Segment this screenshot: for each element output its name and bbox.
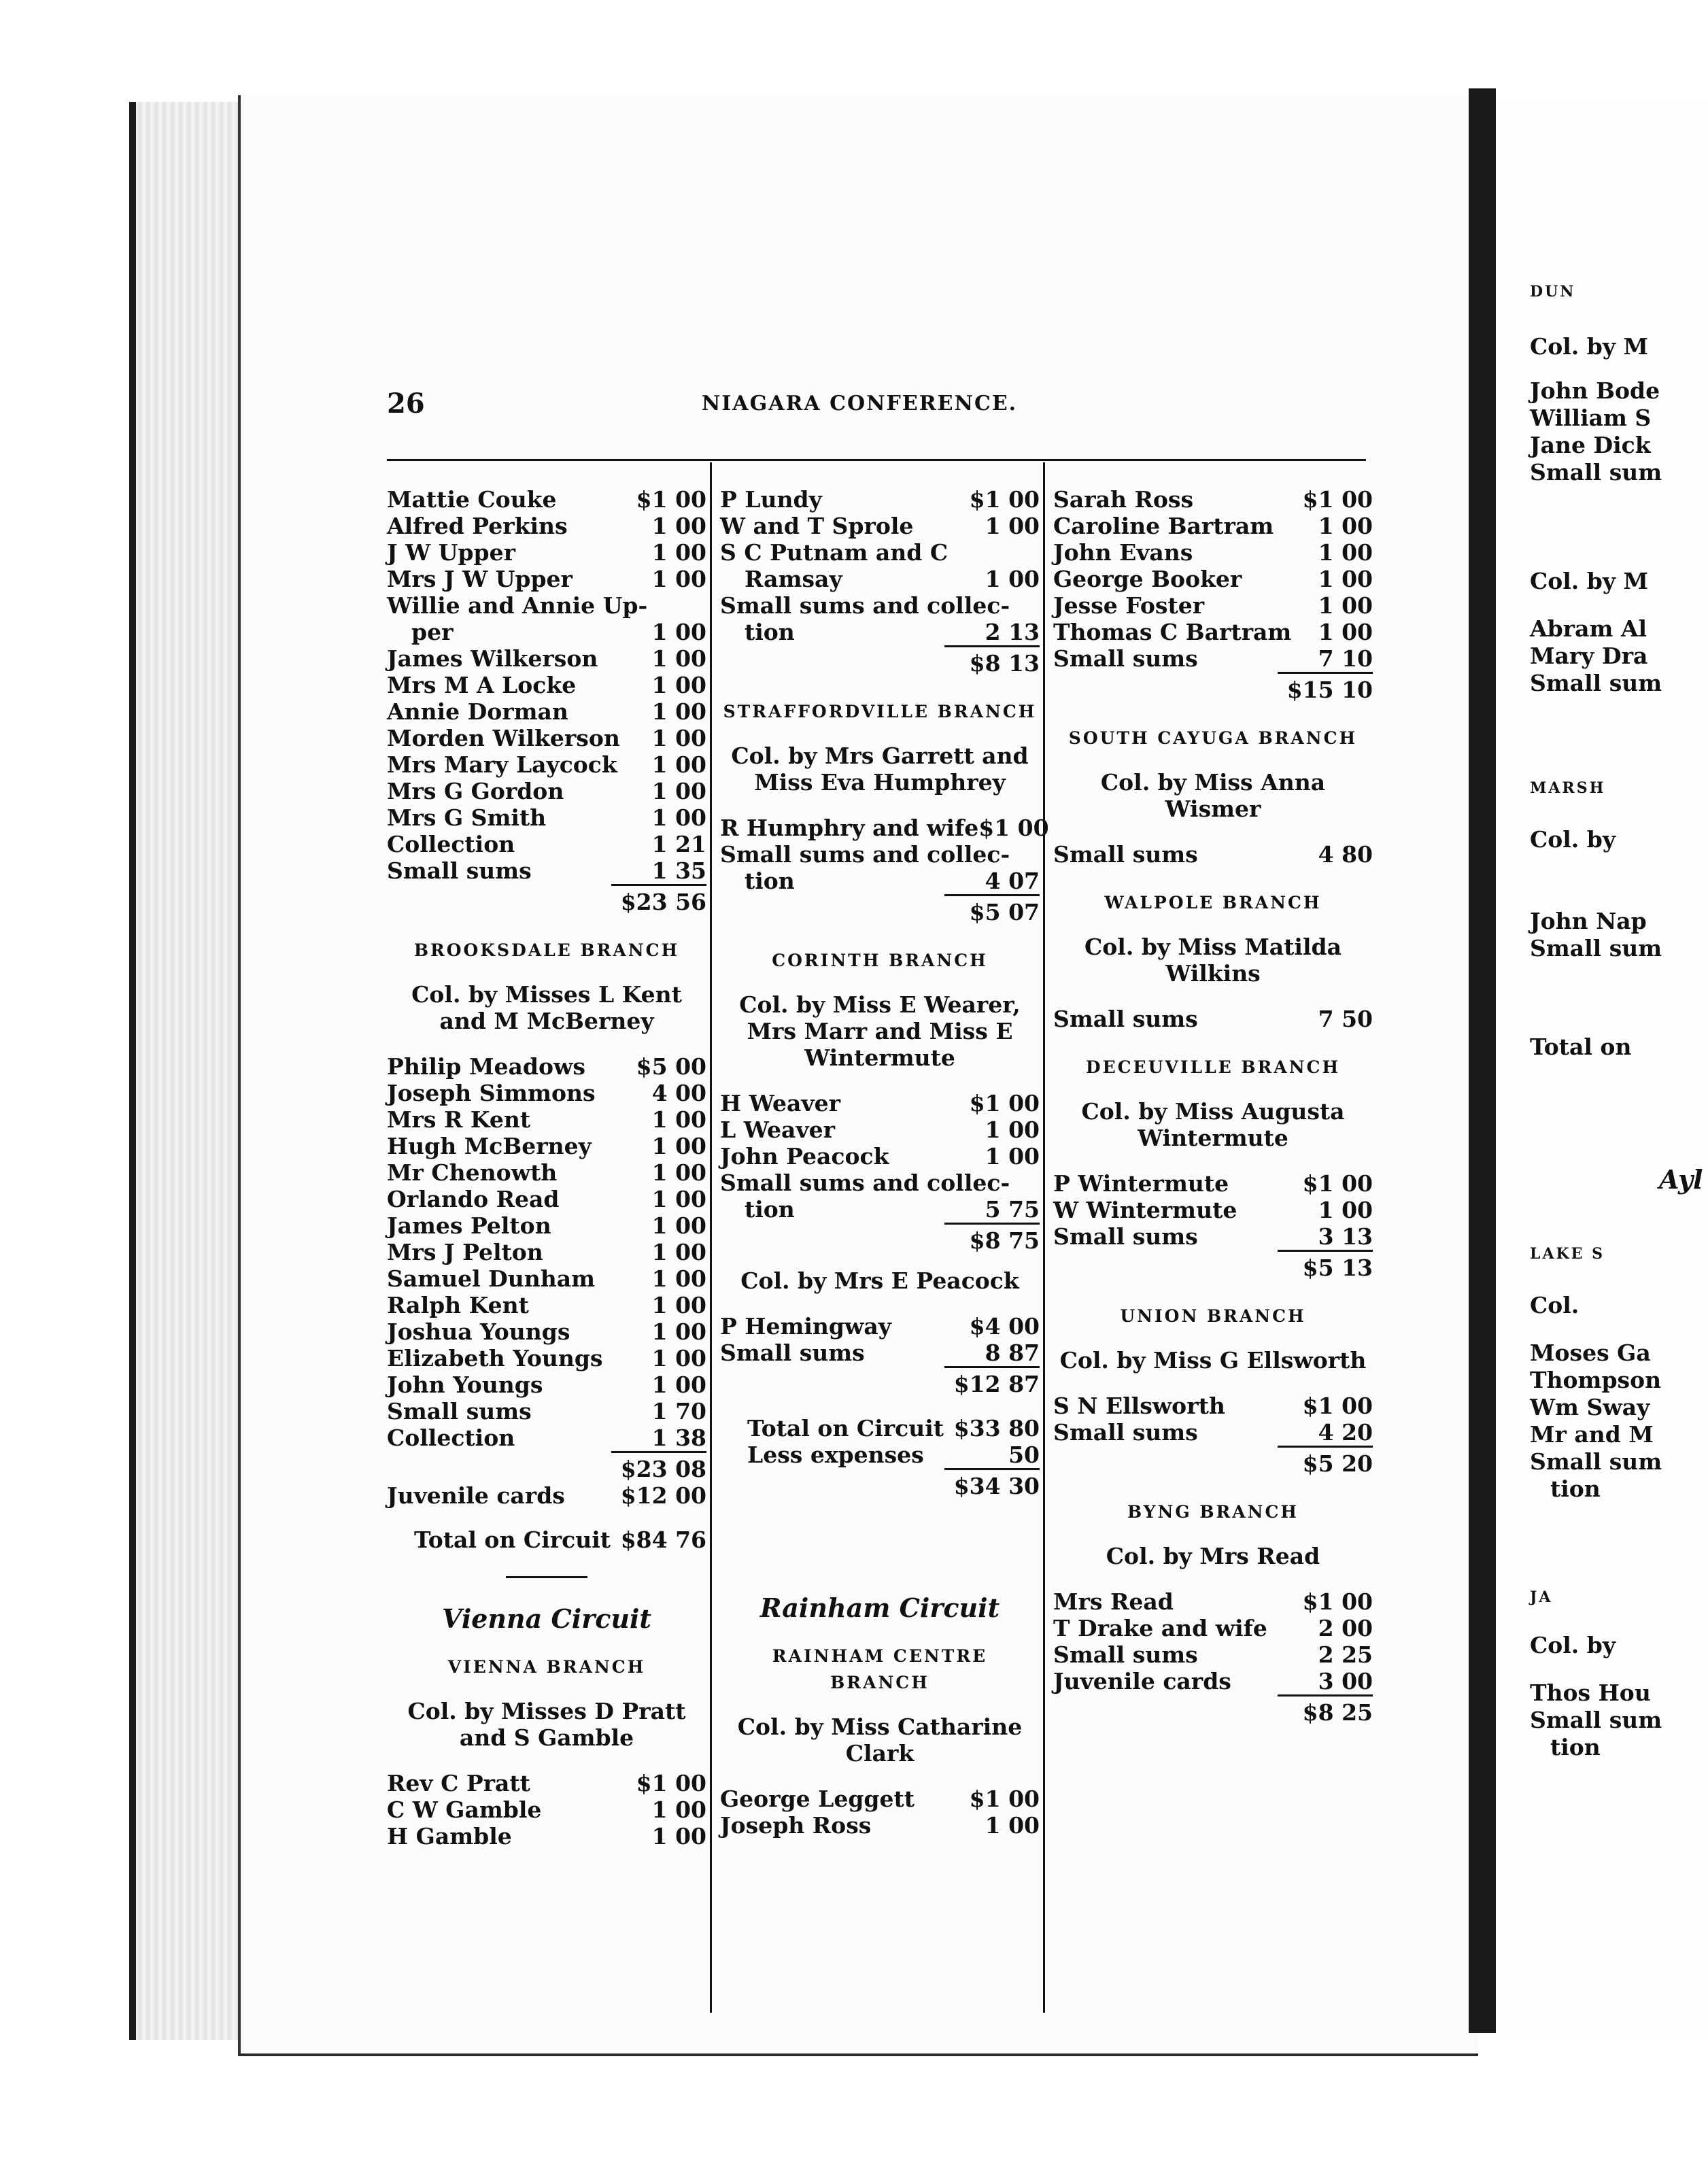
column-2 <box>720 486 1049 1839</box>
donor-name: S N Ellsworth <box>1053 1393 1225 1419</box>
donor-row <box>1053 1223 1373 1250</box>
donation-amount: $1 00 <box>978 815 1049 841</box>
donor-row <box>1053 1668 1373 1694</box>
donation-amount: $4 00 <box>969 1313 1040 1340</box>
running-head: NIAGARA CONFERENCE. <box>701 392 1018 415</box>
donor-row <box>387 1239 706 1265</box>
page-header <box>241 388 1478 428</box>
fragment-line: Mr and M <box>1530 1421 1654 1448</box>
fragment-line: Mary Dra <box>1530 643 1648 669</box>
donation-amount: 4 07 <box>985 868 1040 894</box>
circuit-total-row: Total on Circuit $84 76 <box>414 1527 706 1553</box>
donor-row <box>387 539 706 566</box>
collector-line: Col. by Miss Matilda Wilkins <box>1084 934 1342 987</box>
subtotal: $23 08 <box>387 1451 706 1482</box>
donor-name: Mrs G Gordon <box>387 778 564 804</box>
donor-row <box>720 539 1040 566</box>
donor-row <box>1053 1588 1373 1615</box>
donor-row <box>720 1116 1040 1143</box>
collector-line: Col. by Mrs Read <box>1106 1543 1320 1569</box>
donor-name: Small sums <box>1053 1641 1198 1668</box>
donor-row <box>1053 513 1373 539</box>
donation-amount: 4 20 <box>1318 1419 1373 1446</box>
donor-row <box>387 857 706 884</box>
donation-amount: 1 00 <box>651 566 706 592</box>
fragment-line: MARSH <box>1530 779 1606 797</box>
donor-list <box>720 486 1040 645</box>
fragment-line: Thompson <box>1530 1367 1662 1393</box>
donor-row <box>1053 1197 1373 1223</box>
donation-amount: 1 00 <box>651 1371 706 1398</box>
donor-row <box>387 1080 706 1106</box>
donation-amount: 2 00 <box>1318 1615 1373 1641</box>
donor-row <box>387 804 706 831</box>
donor-name: Mrs J Pelton <box>387 1239 543 1265</box>
donor-name: C W Gamble <box>387 1796 542 1823</box>
subtotal: $23 56 <box>387 884 706 915</box>
donor-row <box>387 751 706 778</box>
fragment-line: Abram Al <box>1530 615 1647 642</box>
donor-name: Alfred Perkins <box>387 513 568 539</box>
donor-name: James Wilkerson <box>387 645 598 672</box>
donor-row <box>387 1265 706 1292</box>
donor-row <box>387 1796 706 1823</box>
donor-name: Small sums <box>387 857 532 884</box>
fragment-line: Col. <box>1530 1292 1579 1318</box>
donor-row <box>720 841 1040 868</box>
donor-row <box>387 513 706 539</box>
donor-name: Mrs G Smith <box>387 804 547 831</box>
donor-row <box>720 1812 1040 1839</box>
donor-row <box>720 1143 1040 1170</box>
donor-row <box>720 513 1040 539</box>
donor-name: John Peacock <box>720 1143 889 1170</box>
donation-amount: 1 00 <box>985 1812 1040 1839</box>
donor-row: Small sums 7 50 <box>1053 1006 1373 1032</box>
donor-list <box>387 1770 706 1849</box>
donation-amount: 50 <box>1008 1442 1040 1468</box>
donor-row <box>720 1340 1040 1366</box>
donor-row <box>387 1186 706 1212</box>
donation-amount: 1 00 <box>651 1318 706 1345</box>
donation-amount: 1 00 <box>651 1265 706 1292</box>
donor-name: Hugh McBerney <box>387 1133 592 1159</box>
donor-list <box>720 815 1049 894</box>
donor-row <box>1053 539 1373 566</box>
donation-amount: 1 00 <box>1318 619 1373 645</box>
collector-line: Col. by Misses L Kent and M McBerney <box>411 981 682 1034</box>
fragment-line: Wm Sway <box>1530 1394 1650 1420</box>
donor-row <box>720 868 1040 894</box>
donation-amount: 1 00 <box>1318 513 1373 539</box>
donor-row <box>720 619 1040 645</box>
donor-name: Juvenile cards <box>1053 1668 1231 1694</box>
donation-amount: 1 00 <box>651 1292 706 1318</box>
donor-name: Annie Dorman <box>387 698 568 725</box>
donor-row <box>387 1398 706 1425</box>
branch-heading: UNION BRANCH <box>1120 1306 1306 1326</box>
donation-amount: $1 00 <box>1302 1393 1373 1419</box>
column-rule <box>710 462 712 2013</box>
donation-amount: 1 00 <box>651 1345 706 1371</box>
donor-name: Mrs Mary Laycock <box>387 751 617 778</box>
donor-row <box>720 1196 1040 1223</box>
donor-name: Small sums and collec- <box>720 841 1010 868</box>
fragment-line: Jane Dick <box>1530 432 1651 458</box>
fragment-line: John Bode <box>1530 377 1660 404</box>
donation-amount: 1 00 <box>651 1159 706 1186</box>
donor-row <box>387 725 706 751</box>
circuit-heading: Vienna Circuit <box>442 1603 651 1634</box>
donor-name: Joshua Youngs <box>387 1318 570 1345</box>
donor-name: J W Upper <box>387 539 515 566</box>
donor-name: Small sums <box>1053 645 1198 672</box>
donor-name: Collection <box>387 831 515 857</box>
donor-row <box>720 486 1040 513</box>
donor-row <box>387 592 706 619</box>
donor-name: Rev C Pratt <box>387 1770 530 1796</box>
donor-row <box>387 486 706 513</box>
branch-heading: CORINTH BRANCH <box>772 951 988 970</box>
collector-line: Col. by Misses D Pratt and S Gamble <box>407 1698 686 1751</box>
donation-amount: 1 00 <box>1318 592 1373 619</box>
donation-amount: 7 10 <box>1318 645 1373 672</box>
subtotal: $5 13 <box>1053 1250 1373 1281</box>
collector-line: Col. by Miss G Ellsworth <box>1059 1347 1367 1374</box>
donor-name: R Humphry and wife <box>720 815 979 841</box>
donor-name: Jesse Foster <box>1053 592 1205 619</box>
donation-amount: $5 00 <box>636 1053 706 1080</box>
branch-heading: SOUTH CAYUGA BRANCH <box>1068 728 1358 748</box>
donor-name: T Drake and wife <box>1053 1615 1267 1641</box>
fragment-line: Small sum <box>1530 459 1662 485</box>
donation-amount: 1 00 <box>651 619 706 645</box>
donation-amount: 1 00 <box>651 1212 706 1239</box>
net-total: $34 30 <box>720 1468 1040 1499</box>
branch-heading: BROOKSDALE BRANCH <box>413 940 680 960</box>
donation-amount: 1 00 <box>651 1796 706 1823</box>
donation-amount: 3 00 <box>1318 1668 1373 1694</box>
donor-name: John Evans <box>1053 539 1193 566</box>
donor-list <box>1053 1588 1373 1694</box>
donor-name: tion <box>745 619 795 645</box>
donor-name: tion <box>745 1196 795 1223</box>
fragment-line: William S <box>1530 405 1652 431</box>
donation-amount: 1 00 <box>651 1106 706 1133</box>
branch-heading: STRAFFORDVILLE BRANCH <box>723 702 1037 721</box>
donor-row <box>720 592 1040 619</box>
donation-amount: 1 00 <box>651 1133 706 1159</box>
donation-amount: 1 00 <box>1318 1197 1373 1223</box>
donor-list <box>1053 486 1373 672</box>
donation-amount: 1 00 <box>985 566 1040 592</box>
donor-name: W and T Sprole <box>720 513 914 539</box>
donor-name: Mrs R Kent <box>387 1106 531 1133</box>
fragment-line: JA <box>1530 1588 1553 1606</box>
donor-row <box>387 1318 706 1345</box>
donation-amount: 1 00 <box>651 751 706 778</box>
donation-amount: $1 00 <box>969 486 1040 513</box>
branch-heading: BYNG BRANCH <box>1127 1502 1299 1522</box>
donor-name: Small sums and collec- <box>720 1170 1010 1196</box>
donor-name: Sarah Ross <box>1053 486 1194 513</box>
donor-name: W Wintermute <box>1053 1197 1237 1223</box>
donor-name: Joseph Simmons <box>387 1080 596 1106</box>
fragment-line: Small sum <box>1530 1707 1662 1733</box>
donor-list <box>720 1786 1040 1839</box>
donor-name: Less expenses <box>747 1442 924 1468</box>
donor-name: James Pelton <box>387 1212 551 1239</box>
donor-name: Philip Meadows <box>387 1053 585 1080</box>
donor-name: L Weaver <box>720 1116 835 1143</box>
donor-row <box>387 778 706 804</box>
donor-row <box>387 672 706 698</box>
donation-amount: 1 00 <box>1318 539 1373 566</box>
donor-name: Caroline Bartram <box>1053 513 1274 539</box>
donor-row <box>720 815 1049 841</box>
fragment-line: Col. by <box>1530 1632 1616 1658</box>
donation-amount: 1 00 <box>651 804 706 831</box>
branch-heading: DECEUVILLE BRANCH <box>1085 1057 1341 1077</box>
donor-row <box>720 1313 1040 1340</box>
donor-name: Mrs J W Upper <box>387 566 573 592</box>
donor-list <box>387 486 706 884</box>
donor-list <box>1053 1393 1373 1446</box>
donation-amount: 1 00 <box>985 513 1040 539</box>
donor-name: Ramsay <box>745 566 842 592</box>
donation-amount: 1 70 <box>651 1398 706 1425</box>
donation-amount: 3 13 <box>1318 1223 1373 1250</box>
donor-row <box>387 1106 706 1133</box>
collector-line: Col. by Miss Catharine Clark <box>737 1714 1023 1767</box>
subtotal: $8 25 <box>1053 1694 1373 1726</box>
donor-row <box>387 1823 706 1849</box>
donation-amount: $1 00 <box>636 486 706 513</box>
donor-row <box>1053 1393 1373 1419</box>
left-page <box>238 95 1478 2056</box>
donor-row <box>720 1090 1040 1116</box>
donor-name: H Weaver <box>720 1090 840 1116</box>
collector-line: Col. by Miss Anna Wismer <box>1100 769 1326 822</box>
fragment-line: DUN <box>1530 283 1576 301</box>
donor-row <box>387 1770 706 1796</box>
branch-heading: VIENNA BRANCH <box>447 1657 646 1677</box>
donor-row <box>387 645 706 672</box>
donor-row <box>1053 486 1373 513</box>
fragment-line: Col. by M <box>1530 568 1649 594</box>
fragment-line: Col. by M <box>1530 333 1649 360</box>
fragment-line: Small sum <box>1530 670 1662 696</box>
donor-row <box>1053 1641 1373 1668</box>
right-page-fragment <box>1496 102 1708 2040</box>
donation-amount: 1 00 <box>985 1143 1040 1170</box>
donor-name: George Leggett <box>720 1786 915 1812</box>
donor-row <box>387 1371 706 1398</box>
donor-name: S C Putnam and C <box>720 539 949 566</box>
subtotal: $5 20 <box>1053 1446 1373 1477</box>
collector-line: Col. by Mrs E Peacock <box>740 1267 1019 1294</box>
collector-line: Col. by Mrs Garrett and Miss Eva Humphrey <box>731 743 1029 796</box>
donation-amount: 1 00 <box>651 1823 706 1849</box>
donor-name: Small sums and collec- <box>720 592 1010 619</box>
donor-row <box>1053 645 1373 672</box>
donation-amount: 1 00 <box>651 539 706 566</box>
donor-row <box>387 1425 706 1451</box>
donor-list <box>1053 1170 1373 1250</box>
donation-amount: 1 00 <box>651 1186 706 1212</box>
fragment-line: Moses Ga <box>1530 1340 1651 1366</box>
donor-name: P Lundy <box>720 486 822 513</box>
donor-row <box>1053 619 1373 645</box>
fragment-line: tion <box>1550 1476 1601 1502</box>
donor-name: Mattie Couke <box>387 486 557 513</box>
donor-row <box>387 1133 706 1159</box>
subtotal: $5 07 <box>720 894 1040 925</box>
donor-row <box>1053 592 1373 619</box>
donation-amount: 1 00 <box>651 672 706 698</box>
column-3 <box>1053 486 1373 1726</box>
subtotal: $12 87 <box>720 1366 1040 1397</box>
circuit-heading: Rainham Circuit <box>759 1592 1000 1623</box>
donor-name: P Wintermute <box>1053 1170 1229 1197</box>
donor-row <box>387 1345 706 1371</box>
column-1 <box>387 486 706 1849</box>
section-separator <box>506 1576 587 1578</box>
collector-line: Col. by Miss Augusta Wintermute <box>1081 1098 1345 1151</box>
donor-name: Joseph Ross <box>720 1812 872 1839</box>
donation-amount: 1 00 <box>985 1116 1040 1143</box>
donor-name: Morden Wilkerson <box>387 725 620 751</box>
donor-row <box>1053 1170 1373 1197</box>
donor-name: Small sums <box>720 1340 865 1366</box>
donation-amount: 1 21 <box>651 831 706 857</box>
donor-row <box>1053 566 1373 592</box>
donation-amount: $1 00 <box>1302 1170 1373 1197</box>
fragment-line: tion <box>1550 1734 1601 1760</box>
fragment-line: Small sum <box>1530 935 1662 961</box>
donation-amount: 1 00 <box>651 778 706 804</box>
header-rule <box>387 459 1366 461</box>
donor-list <box>720 1313 1040 1366</box>
donor-row <box>1053 1615 1373 1641</box>
donation-amount: 1 00 <box>651 513 706 539</box>
donor-name: Samuel Dunham <box>387 1265 596 1292</box>
circuit-total-rows <box>720 1415 1040 1468</box>
subtotal: $8 75 <box>720 1223 1040 1254</box>
donor-name: Ralph Kent <box>387 1292 529 1318</box>
donation-amount: 1 00 <box>651 1239 706 1265</box>
page-number: 26 <box>387 388 425 420</box>
donor-name: Total on Circuit <box>747 1415 944 1442</box>
donor-row <box>387 619 706 645</box>
donor-row <box>720 1442 1040 1468</box>
donation-amount: 2 25 <box>1318 1641 1373 1668</box>
donation-amount: 4 00 <box>651 1080 706 1106</box>
juvenile-cards-row: Juvenile cards $12 00 <box>387 1482 706 1509</box>
donor-row <box>720 566 1040 592</box>
donor-row <box>720 1170 1040 1196</box>
donation-amount: 1 00 <box>651 645 706 672</box>
fragment-line: Thos Hou <box>1530 1680 1651 1706</box>
donation-amount: 8 87 <box>985 1340 1040 1366</box>
donor-name: Mrs M A Locke <box>387 672 577 698</box>
donor-name: Small sums <box>1053 1419 1198 1446</box>
donation-amount: 1 38 <box>651 1425 706 1451</box>
donor-name: H Gamble <box>387 1823 512 1849</box>
donor-row <box>387 698 706 725</box>
donation-amount: 1 00 <box>651 725 706 751</box>
donor-list <box>387 1053 706 1451</box>
branch-heading: RAINHAM CENTRE BRANCH <box>772 1646 988 1692</box>
donor-row <box>387 831 706 857</box>
donor-name: Mrs Read <box>1053 1588 1174 1615</box>
donor-row <box>387 1212 706 1239</box>
donation-amount: $33 80 <box>953 1415 1040 1442</box>
donor-name: Orlando Read <box>387 1186 560 1212</box>
donation-amount: 1 00 <box>1318 566 1373 592</box>
collector-line: Col. by Miss E Wearer, Mrs Marr and Miss E Wintermute <box>739 991 1021 1071</box>
fragment-line: Total on <box>1530 1034 1632 1060</box>
donor-name: John Youngs <box>387 1371 543 1398</box>
donor-row <box>387 1159 706 1186</box>
fragment-line: Small sum <box>1530 1448 1662 1475</box>
donor-row <box>1053 1419 1373 1446</box>
subtotal: $15 10 <box>1053 672 1373 703</box>
donation-amount: $1 00 <box>1302 486 1373 513</box>
column-rule <box>1043 462 1045 2013</box>
donor-row: Small sums 4 80 <box>1053 841 1373 868</box>
donation-amount: 2 13 <box>985 619 1040 645</box>
donor-name: Small sums <box>1053 1223 1198 1250</box>
donor-name: tion <box>745 868 795 894</box>
donor-name: Small sums <box>387 1398 532 1425</box>
donor-row <box>720 1415 1040 1442</box>
donor-row <box>720 1786 1040 1812</box>
fragment-line: John Nap <box>1530 908 1647 934</box>
donation-amount: $1 00 <box>636 1770 706 1796</box>
donation-amount: 1 00 <box>651 698 706 725</box>
donor-name: Collection <box>387 1425 515 1451</box>
donor-name: Mr Chenowth <box>387 1159 558 1186</box>
donor-name: Willie and Annie Up- <box>387 592 648 619</box>
book-gutter <box>1469 88 1496 2033</box>
branch-heading: WALPOLE BRANCH <box>1104 893 1322 913</box>
fragment-line: Ayl <box>1659 1164 1703 1195</box>
fragment-line: LAKE S <box>1530 1245 1605 1263</box>
donor-row <box>387 566 706 592</box>
donation-amount: 5 75 <box>985 1196 1040 1223</box>
donation-amount: 1 35 <box>651 857 706 884</box>
donor-name: Thomas C Bartram <box>1053 619 1292 645</box>
donor-name: Elizabeth Youngs <box>387 1345 603 1371</box>
donor-name: P Hemingway <box>720 1313 891 1340</box>
donor-row <box>387 1292 706 1318</box>
subtotal: $8 13 <box>720 645 1040 677</box>
donation-amount: $1 00 <box>969 1090 1040 1116</box>
donor-list <box>720 1090 1040 1223</box>
fragment-line: Col. by <box>1530 826 1616 853</box>
donation-amount: $1 00 <box>969 1786 1040 1812</box>
donor-row <box>387 1053 706 1080</box>
donor-name: per <box>411 619 454 645</box>
donation-amount: $1 00 <box>1302 1588 1373 1615</box>
donor-name: George Booker <box>1053 566 1242 592</box>
